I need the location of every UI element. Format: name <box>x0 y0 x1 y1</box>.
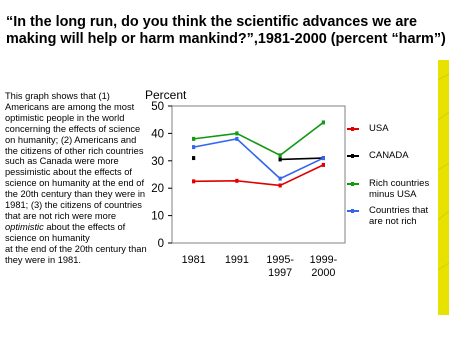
y-axis-label: Percent <box>145 88 187 102</box>
y-tick-label: 40 <box>151 128 164 141</box>
x-tick-label: 1995- <box>266 254 294 266</box>
data-point-rich-countries-minus-usa <box>235 131 238 135</box>
legend-label: USA <box>369 123 389 134</box>
data-point-rich-countries-minus-usa <box>279 153 282 157</box>
legend-label: CANADA <box>369 150 409 161</box>
y-tick-label: 10 <box>151 210 164 223</box>
data-point-usa <box>192 179 195 183</box>
legend-label: Countries that are not rich <box>369 205 429 227</box>
x-tick-label: 2000 <box>311 267 336 279</box>
y-tick-label: 20 <box>151 183 164 196</box>
y-tick-label: 0 <box>157 238 164 250</box>
data-point-countries-that-are-not-rich <box>235 137 238 141</box>
y-tick-label: 30 <box>151 155 164 168</box>
page-title: “In the long run, do you think the scientific advances we are making will help or harm mankind?”,1981-2000 (percent “harm”) <box>6 14 446 47</box>
legend-marker <box>351 182 354 186</box>
series-line-canada <box>280 158 323 159</box>
data-point-canada <box>192 156 195 160</box>
explanation-text-part-3: about the effects of science on humanity at the end of the 20th century than they were in 1981. <box>5 221 147 265</box>
legend-label: Rich countries minus USA <box>369 178 430 200</box>
data-point-countries-that-are-not-rich <box>192 145 195 149</box>
series-line-rich-countries-minus-usa <box>194 122 324 155</box>
x-tick-label: 1981 <box>181 254 206 266</box>
data-point-rich-countries-minus-usa <box>192 137 195 141</box>
data-point-usa <box>279 183 282 187</box>
legend-marker <box>351 127 354 131</box>
data-point-usa <box>235 179 238 183</box>
data-point-usa <box>322 163 325 167</box>
data-point-countries-that-are-not-rich <box>279 177 282 181</box>
x-tick-label: 1999- <box>309 254 338 266</box>
legend-swatch <box>347 210 359 212</box>
explanation-text-part-1: This graph shows that (1) Americans are among the most optimistic people in the world concerning the effects of science on humanity; (2) Americans and the citizens of other rich countries such as Canada were more pessimistic about the effects of science on humanity at the end of the 20th century than they were in 1981; (3) the citizens of countries that are not rich were more <box>5 91 148 221</box>
legend-marker <box>351 154 354 158</box>
explanation-text-italic: optimistic <box>5 221 44 232</box>
legend-swatch <box>347 128 359 130</box>
legend-swatch <box>347 155 359 157</box>
data-point-rich-countries-minus-usa <box>322 120 325 124</box>
data-point-canada <box>279 157 282 161</box>
data-point-countries-that-are-not-rich <box>322 156 325 160</box>
x-tick-label: 1997 <box>268 267 293 279</box>
y-tick-label: 50 <box>151 101 164 113</box>
x-tick-label: 1991 <box>224 254 249 266</box>
legend-marker <box>351 209 354 213</box>
legend-swatch <box>347 183 359 185</box>
